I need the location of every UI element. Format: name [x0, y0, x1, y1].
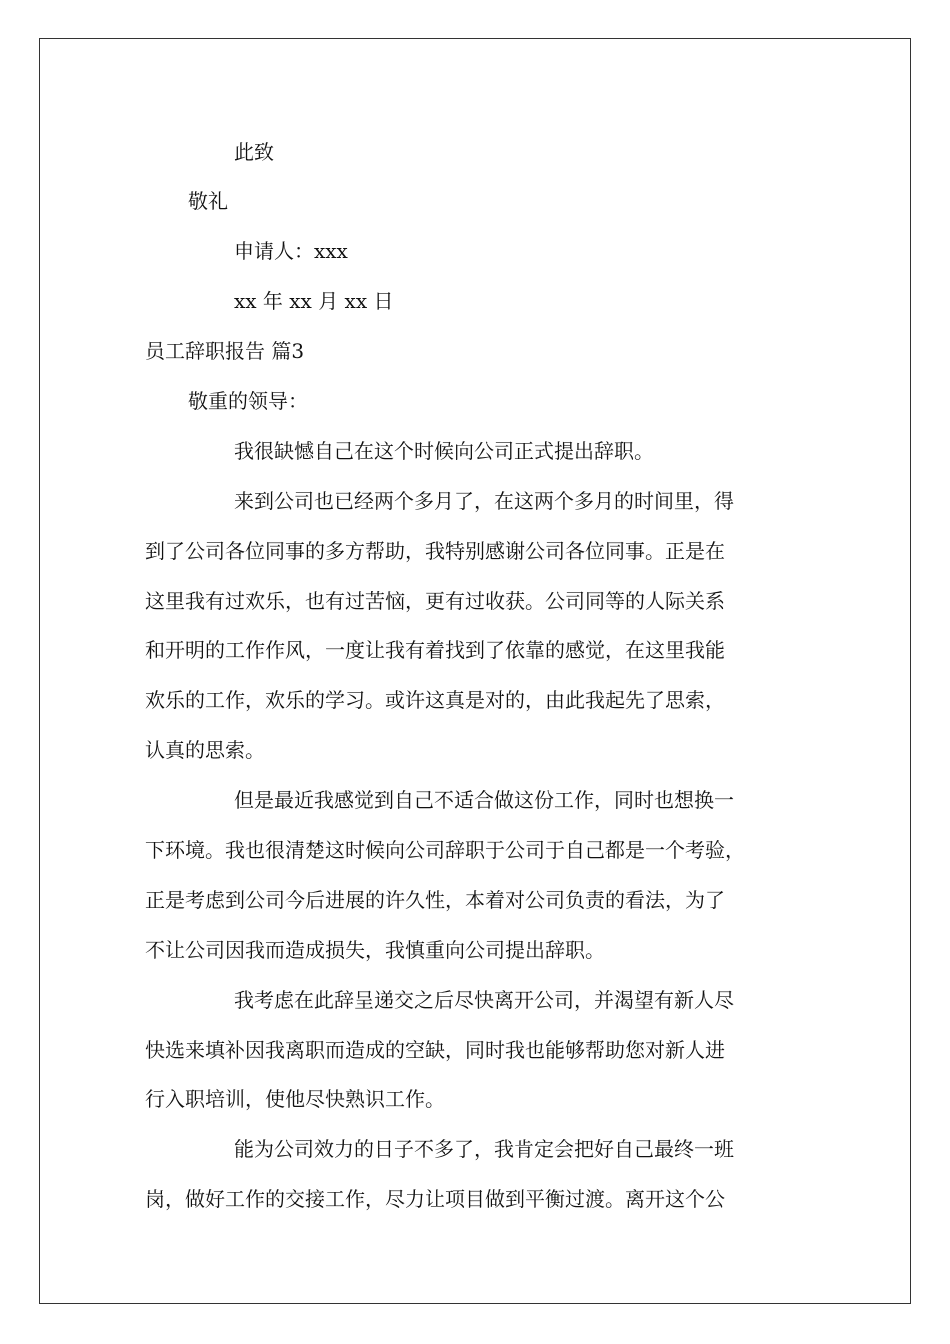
date-line: xx 年 xx 月 xx 日: [234, 289, 394, 313]
paragraph-3-line-4: 不让公司因我而造成损失，我慎重向公司提出辞职。: [145, 938, 605, 962]
paragraph-5-line-2: 岗，做好工作的交接工作，尽力让项目做到平衡过渡。离开这个公: [145, 1187, 725, 1211]
paragraph-4-line-1: 我考虑在此辞呈递交之后尽快离开公司，并渴望有新人尽: [234, 988, 734, 1012]
paragraph-4-line-3: 行入职培训，使他尽快熟识工作。: [145, 1087, 445, 1111]
salutation: 敬重的领导：: [188, 389, 308, 413]
paragraph-2-line-6: 认真的思索。: [145, 738, 265, 762]
paragraph-3-line-1: 但是最近我感觉到自己不适合做这份工作，同时也想换一: [234, 788, 734, 812]
paragraph-1-line-1: 我很缺憾自己在这个时候向公司正式提出辞职。: [234, 439, 654, 463]
paragraph-2-line-5: 欢乐的工作，欢乐的学习。或许这真是对的，由此我起先了思索，: [145, 688, 725, 712]
paragraph-4-line-2: 快选来填补因我离职而造成的空缺，同时我也能够帮助您对新人进: [145, 1038, 725, 1062]
paragraph-5-line-1: 能为公司效力的日子不多了，我肯定会把好自己最终一班: [234, 1137, 734, 1161]
section-title: 员工辞职报告 篇3: [145, 339, 305, 363]
closing-jingli: 敬礼: [188, 189, 228, 213]
paragraph-2-line-3: 这里我有过欢乐，也有过苦恼，更有过收获。公司同等的人际关系: [145, 589, 725, 613]
closing-cizhi: 此致: [234, 140, 274, 164]
applicant-line: 申请人：xxx: [234, 239, 348, 263]
paragraph-3-line-2: 下环境。我也很清楚这时候向公司辞职于公司于自己都是一个考验，: [145, 838, 745, 862]
paragraph-2-line-4: 和开明的工作作风，一度让我有着找到了依靠的感觉，在这里我能: [145, 638, 725, 662]
paragraph-2-line-1: 来到公司也已经两个多月了，在这两个多月的时间里，得: [234, 489, 734, 513]
paragraph-3-line-3: 正是考虑到公司今后进展的许久性，本着对公司负责的看法，为了: [145, 888, 725, 912]
page-border: [39, 38, 911, 1304]
paragraph-2-line-2: 到了公司各位同事的多方帮助，我特别感谢公司各位同事。正是在: [145, 539, 725, 563]
